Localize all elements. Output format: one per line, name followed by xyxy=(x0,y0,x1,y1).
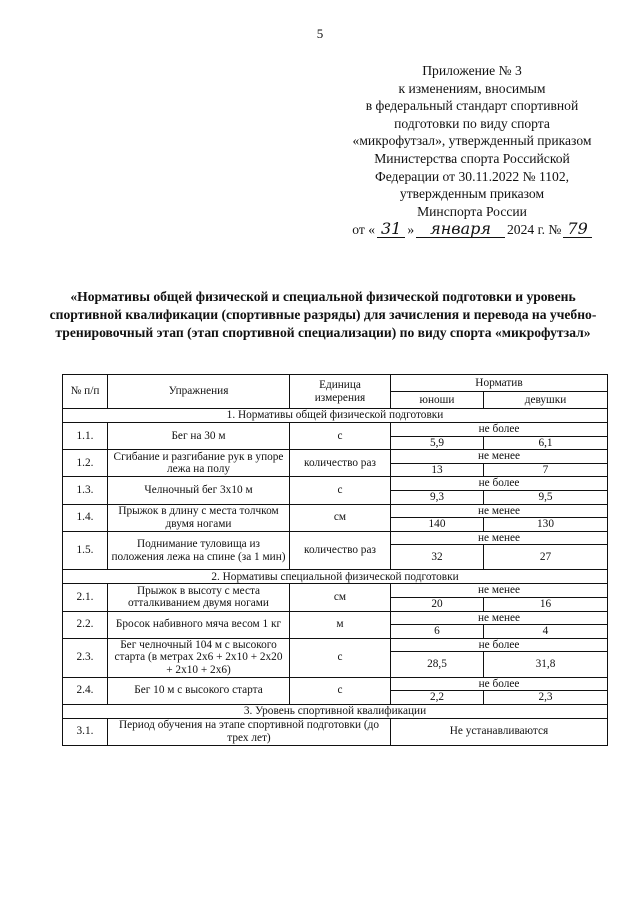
table-row xyxy=(63,531,608,545)
table-row xyxy=(63,584,608,598)
row-value: Не устанавливаются xyxy=(391,718,608,745)
row-num: 2.1. xyxy=(63,584,108,611)
header-unit: Единица измерения xyxy=(290,375,391,409)
row-exercise: Бег 10 м с высокого старта xyxy=(108,677,290,704)
row-boys: 13 xyxy=(391,463,484,477)
row-boys: 2,2 xyxy=(391,691,484,705)
order-prefix: от « xyxy=(352,221,375,237)
row-num: 1.1. xyxy=(63,423,108,450)
row-num: 1.4. xyxy=(63,504,108,531)
row-exercise: Период обучения на этапе спортивной подготовки (до трех лет) xyxy=(108,718,391,745)
row-unit: см xyxy=(290,504,391,531)
row-condition: не менее xyxy=(391,584,608,598)
row-num: 1.3. xyxy=(63,477,108,504)
row-num: 1.2. xyxy=(63,450,108,477)
row-boys: 9,3 xyxy=(391,490,484,504)
annex-line: подготовки по виду спорта xyxy=(394,115,550,131)
row-girls: 7 xyxy=(484,463,608,477)
row-boys: 32 xyxy=(391,545,484,570)
annex-line: Приложение № 3 xyxy=(422,63,522,78)
row-condition: не более xyxy=(391,477,608,491)
annex-block xyxy=(330,62,614,238)
order-month-handwritten: января xyxy=(416,220,505,238)
order-day-handwritten: 31 xyxy=(377,220,405,238)
row-boys: 140 xyxy=(391,518,484,532)
table-row xyxy=(63,638,608,652)
order-line xyxy=(330,220,614,238)
table-row xyxy=(63,718,608,745)
row-num: 1.5. xyxy=(63,531,108,570)
row-exercise: Бросок набивного мяча весом 1 кг xyxy=(108,611,290,638)
annex-line: в федеральный стандарт спортивной xyxy=(365,98,579,114)
table-row xyxy=(63,477,608,491)
section-title: 1. Нормативы общей физической подготовки xyxy=(63,409,608,423)
section-title: 3. Уровень спортивной квалификации xyxy=(63,704,608,718)
table-row xyxy=(63,504,608,518)
row-condition: не более xyxy=(391,423,608,437)
annex-line: Минспорта России xyxy=(417,203,527,219)
row-girls: 27 xyxy=(484,545,608,570)
row-unit: количество раз xyxy=(290,450,391,477)
annex-line: «микрофутзал», утвержденный приказом xyxy=(352,133,592,149)
norms-table xyxy=(62,374,608,746)
row-unit: см xyxy=(290,584,391,611)
row-num: 2.2. xyxy=(63,611,108,638)
row-exercise: Бег на 30 м xyxy=(108,423,290,450)
annex-line: утвержденным приказом xyxy=(399,186,545,202)
row-condition: не менее xyxy=(391,611,608,625)
table-row xyxy=(63,611,608,625)
document-title: «Нормативы общей физической и специальной физической подготовки и уровень спортивной квалификации (спортивные разряды) для зачисления и перевода на учебно-тренировочный этап (этап спортивной специализации) по виду спорта «микрофутзал» xyxy=(49,289,597,340)
row-condition: не менее xyxy=(391,531,608,545)
row-boys: 20 xyxy=(391,597,484,611)
row-exercise: Прыжок в длину с места толчком двумя ногами xyxy=(108,504,290,531)
row-condition: не менее xyxy=(391,504,608,518)
row-exercise: Прыжок в высоту с места отталкиванием двумя ногами xyxy=(108,584,290,611)
row-unit: количество раз xyxy=(290,531,391,570)
row-condition: не более xyxy=(391,677,608,691)
row-condition: не менее xyxy=(391,450,608,464)
row-exercise: Сгибание и разгибание рук в упоре лежа на полу xyxy=(108,450,290,477)
row-unit: с xyxy=(290,423,391,450)
row-condition: не более xyxy=(391,638,608,652)
header-norm: Норматив xyxy=(391,375,608,392)
annex-line: к изменениям, вносимым xyxy=(398,80,546,96)
row-unit: с xyxy=(290,638,391,677)
row-exercise: Бег челночный 104 м с высокого старта (в метрах 2х6 + 2х10 + 2х20 + 2х10 + 2х6) xyxy=(108,638,290,677)
order-year: 2024 г. № xyxy=(506,221,562,237)
row-boys: 5,9 xyxy=(391,436,484,450)
row-exercise: Поднимание туловища из положения лежа на спине (за 1 мин) xyxy=(108,531,290,570)
row-num: 2.3. xyxy=(63,638,108,677)
header-girls: девушки xyxy=(484,392,608,409)
row-girls: 16 xyxy=(484,597,608,611)
row-unit: м xyxy=(290,611,391,638)
row-boys: 6 xyxy=(391,625,484,639)
row-girls: 9,5 xyxy=(484,490,608,504)
row-girls: 31,8 xyxy=(484,652,608,677)
row-exercise: Челночный бег 3х10 м xyxy=(108,477,290,504)
order-mid: » xyxy=(407,221,415,237)
row-girls: 6,1 xyxy=(484,436,608,450)
table-row xyxy=(63,450,608,464)
annex-line: Федерации от 30.11.2022 № 1102, xyxy=(374,168,570,184)
table-row xyxy=(63,677,608,691)
row-girls: 4 xyxy=(484,625,608,639)
annex-line: Министерства спорта Российской xyxy=(374,150,570,166)
header-exercise: Упражнения xyxy=(108,375,290,409)
page-number: 5 xyxy=(316,26,324,41)
table-row xyxy=(63,423,608,437)
section-title: 2. Нормативы специальной физической подготовки xyxy=(63,570,608,584)
row-girls: 2,3 xyxy=(484,691,608,705)
row-girls: 130 xyxy=(484,518,608,532)
header-boys: юноши xyxy=(391,392,484,409)
order-number-handwritten: 79 xyxy=(563,220,591,238)
row-unit: с xyxy=(290,677,391,704)
row-boys: 28,5 xyxy=(391,652,484,677)
header-num: № п/п xyxy=(63,375,108,409)
header-row xyxy=(63,375,608,392)
row-num: 3.1. xyxy=(63,718,108,745)
row-num: 2.4. xyxy=(63,677,108,704)
row-unit: с xyxy=(290,477,391,504)
